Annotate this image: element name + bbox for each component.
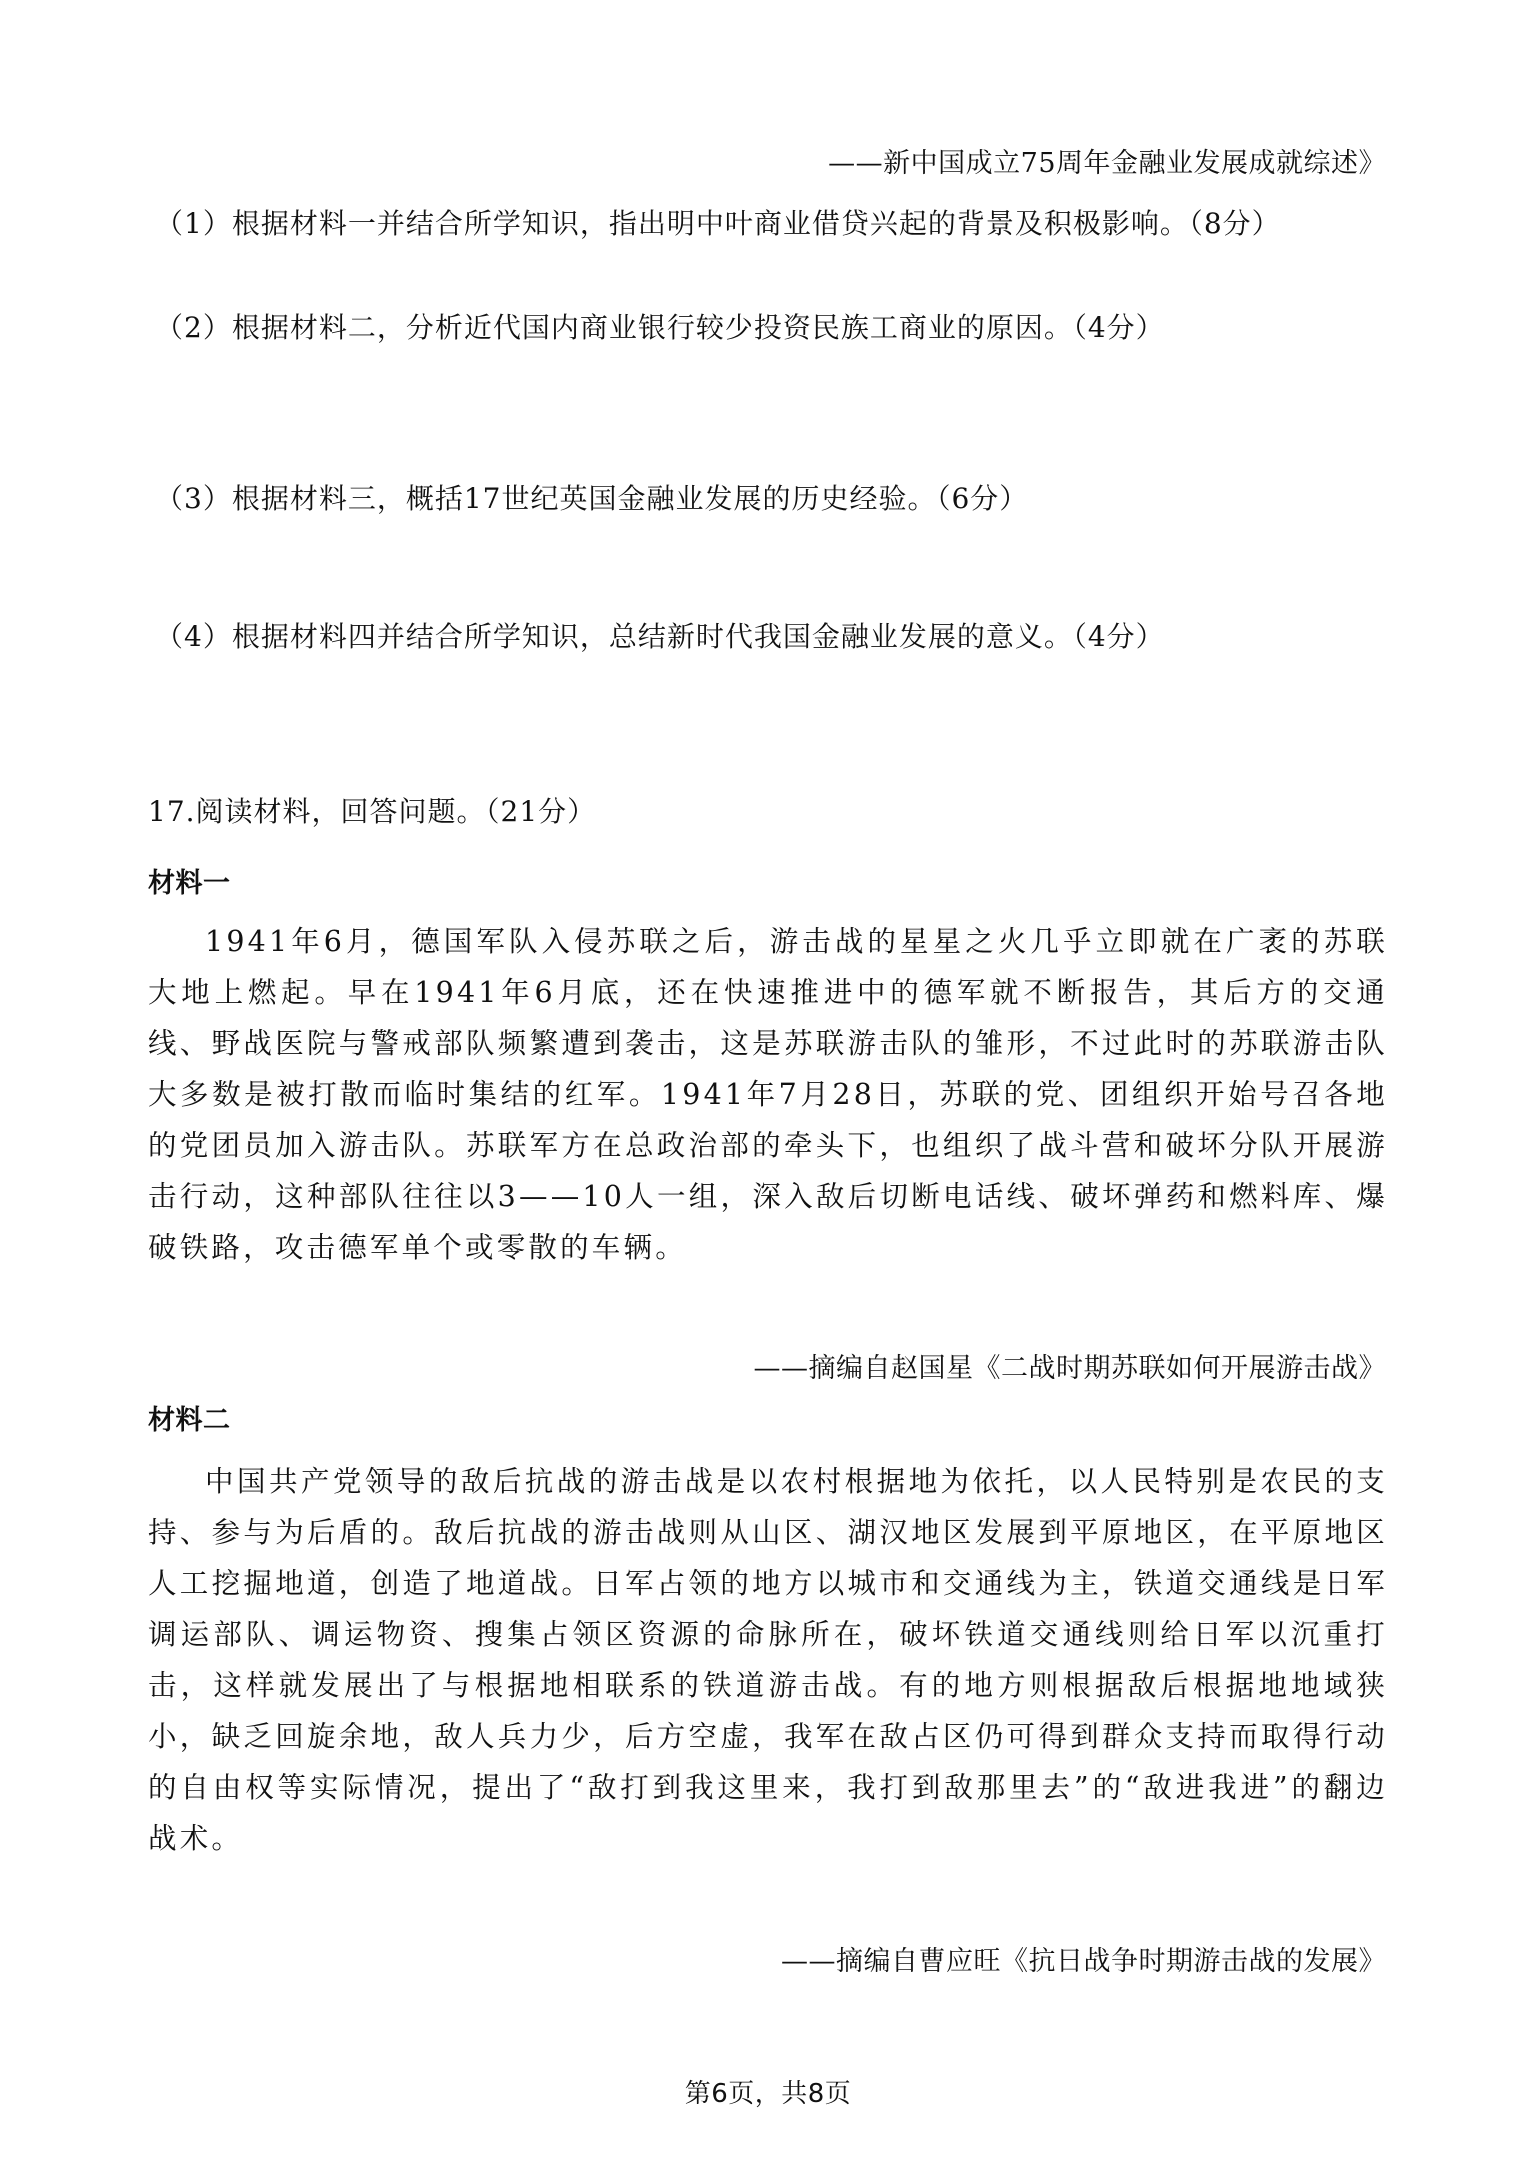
question-16-2: （2）根据材料二，分析近代国内商业银行较少投资民族工商业的原因。（4分）: [155, 311, 1165, 344]
material-1-heading: 材料一: [148, 868, 231, 899]
question-16-4: （4）根据材料四并结合所学知识，总结新时代我国金融业发展的意义。（4分）: [155, 620, 1165, 653]
material-2-source: ——摘编自曹应旺《抗日战争时期游击战的发展》: [781, 1946, 1386, 1977]
question-16-3: （3）根据材料三，概括17世纪英国金融业发展的历史经验。（6分）: [155, 482, 1029, 515]
question-16-1: （1）根据材料一并结合所学知识，指出明中叶商业借贷兴起的背景及积极影响。（8分）: [155, 207, 1281, 240]
material-2-text: 中国共产党领导的敌后抗战的游击战是以农村根据地为依托，以人民特别是农民的支持、参与为后盾的。敌后抗战的游击战则从山区、湖汉地区发展到平原地区，在平原地区人工挖掘地道，创造了地道战。日军占领的地方以城市和交通线为主，铁道交通线是日军调运部队、调运物资、搜集占领区资源的命脉所在，破坏铁道交通线则给日军以沉重打击，这样就发展出了与根据地相联系的铁道游击战。有的地方则根据敌后根据地地域狭小，缺乏回旋余地，敌人兵力少，后方空虚，我军在敌占区仍可得到群众支持而取得行动的自由权等实际情况，提出了“敌打到我这里来，我打到敌那里去”的“敌进我进”的翻边战术。: [148, 1465, 1388, 1855]
material-1-text: 1941年6月，德国军队入侵苏联之后，游击战的星星之火几乎立即就在广袤的苏联大地上燃起。早在1941年6月底，还在快速推进中的德军就不断报告，其后方的交通线、野战医院与警戒部队频繁遭到袭击，这是苏联游击队的雏形，不过此时的苏联游击队大多数是被打散而临时集结的红军。1941年7月28日，苏联的党、团组织开始号召各地的党团员加入游击队。苏联军方在总政治部的牵头下，也组织了战斗营和破坏分队开展游击行动，这种部队往往以3——10人一组，深入敌后切断电话线、破坏弹药和燃料库、爆破铁路，攻击德军单个或零散的车辆。: [148, 925, 1388, 1264]
page-number-footer: 第6页，共8页: [684, 2079, 852, 2109]
material-1-source: ——摘编自赵国星《二战时期苏联如何开展游击战》: [753, 1353, 1386, 1384]
top-source-citation: ——新中国成立75周年金融业发展成就综述》: [828, 148, 1386, 179]
question-17-title: 17.阅读材料，回答问题。（21分）: [148, 795, 597, 828]
material-2-heading: 材料二: [148, 1405, 231, 1436]
